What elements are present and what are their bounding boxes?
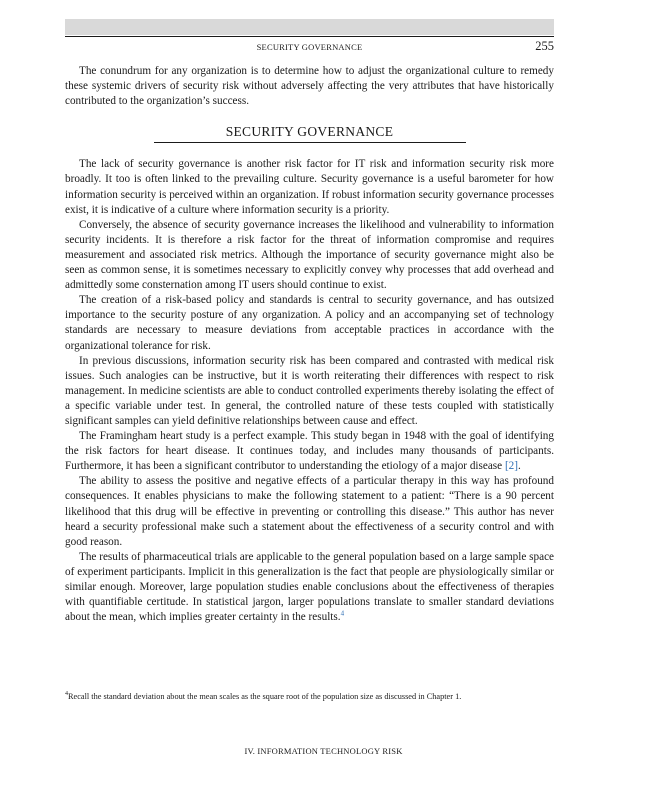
footnote-text: Recall the standard deviation about the mean scales as the square root of the population size as discussed in Chapter 1. [68,691,462,701]
section-heading: SECURITY GOVERNANCE [154,124,466,143]
citation-link[interactable]: [2] [504,460,518,473]
footnote [65,688,554,703]
page-body [65,64,554,625]
footnote-link[interactable]: 4 [340,609,345,618]
header-bar [65,19,554,35]
paragraph-trials [65,550,554,625]
trials-text: The results of pharmaceutical trials are applicable to the general population based on a large sample space of experiment participants. Implicit in this generalization is the fact that people are physiologically similar or similar enough. Moreover, large population studies enable conclusions about the effectiveness of therapies with quantifiable certitude. In statistical jargon, larger populations translate to smaller standard deviations about the mean, which implies greater certainty in the results. [65,550,554,624]
running-head [65,39,554,55]
paragraph-governance-risk: The lack of security governance is another risk factor for IT risk and information security risk more broadly. It too is often linked to the prevailing culture. Security governance is a useful barometer for how information security is perceived within an organization. If robust information security governance processes exist, it is indicative of a culture where information security is a priority. [65,158,554,216]
intro-paragraph: The conundrum for any organization is to determine how to adjust the organizational culture to remedy these systemic drivers of security risk without adversely affecting the very attributes that have historically contributed to the organization’s success. [65,65,554,108]
running-title: SECURITY GOVERNANCE [256,42,363,52]
page-footer: IV. INFORMATION TECHNOLOGY RISK [244,746,403,756]
header-rule [65,36,554,37]
framingham-text: The Framingham heart study is a perfect example. This study began in 1948 with the goal of identifying the risk factors for heart disease. It continues today, and includes many thousands of participants. Furthermore, it has been a significant contributor to understanding the etiology of a major disease [65,430,554,473]
paragraph-framingham: The Framingham heart study is a perfect example. This study began in 1948 with the goal of identifying the risk factors for heart disease. It continues today, and includes many thousands of participants. Furthermore, it has been a significant contributor to understanding the etiology of a major disease [2]. [65,430,554,473]
footnote-marker: 4 [65,691,68,697]
paragraph-absence-governance: Conversely, the absence of security governance increases the likelihood and vulnerability to information security incidents. It is therefore a risk factor for the threat of information compromise and requires measurement and associated risk metrics. Although the importance of security governance might also be seen as common sense, it is sometimes necessary to explicitly convey why processes that add overhead and admittedly some consternation among IT users should continue to exist. [65,218,554,292]
paragraph-policy-standards: The creation of a risk-based policy and standards is central to security governance, and has outsized importance to the security posture of any organization. A policy and an accompanying set of technology standards are necessary to measure deviations from acceptable practices in accordance with the organizational tolerance for risk. [65,294,554,352]
paragraph-medical-comparison: In previous discussions, information security risk has been compared and contrasted with medical risk issues. Such analogies can be instructive, but it is worth reiterating their differences with respect to risk management. In medicine scientists are able to conduct controlled experiments thereby isolating the effect of a specific variable under test. In general, the controlled nature of these tests coupled with statistically significant samples can yield definitive relationships between cause and effect. [65,354,554,427]
page-number: 255 [535,39,554,53]
paragraph-therapy: The ability to assess the positive and negative effects of a particular therapy in this way has profound consequences. It enables physicians to make the following statement to a patient: “There is a 90 percent likelihood that this drug will be effective in preventing or controlling this disease.” This author has never heard a security professional make such a statement about the effectiveness of a security control and with good reason. [65,475,554,548]
